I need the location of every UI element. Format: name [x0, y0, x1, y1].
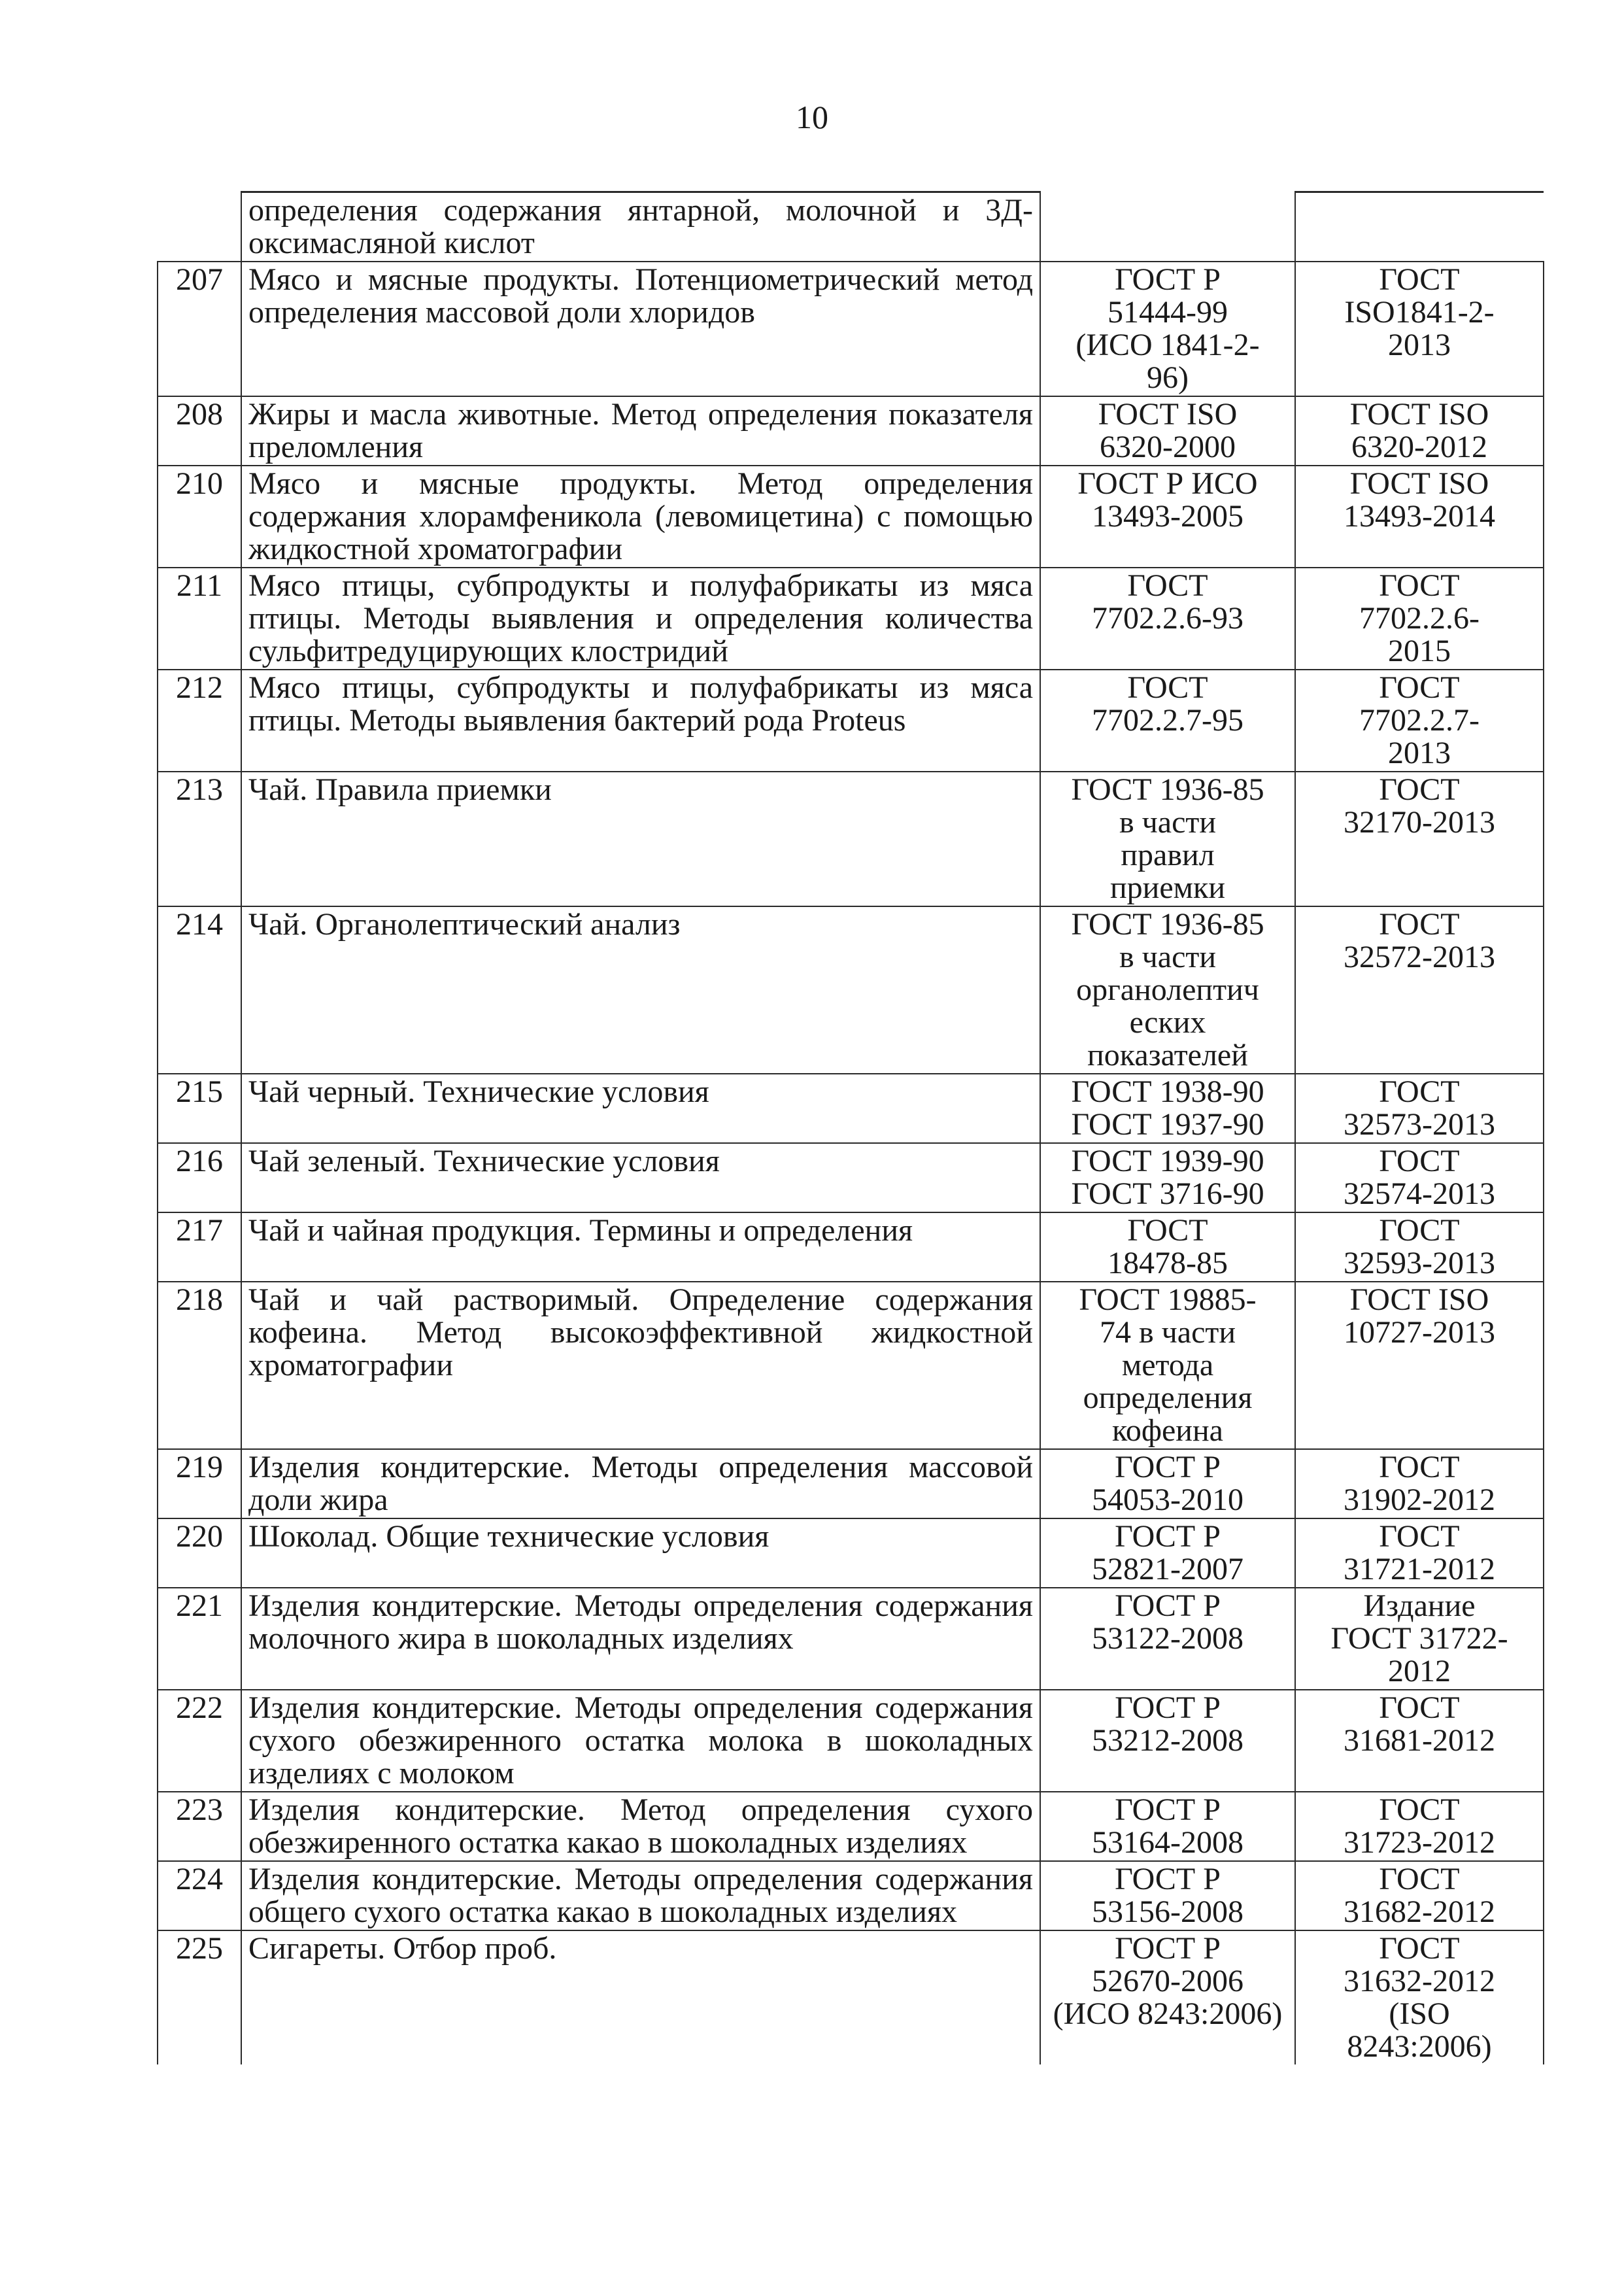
row-old-standard [1040, 466, 1295, 568]
row-old-standard [1040, 568, 1295, 670]
row-name: Изделия кондитерские. Метод определения сухого обезжиренного остатка какао в шоколадных изделиях [241, 1792, 1040, 1861]
table-row [158, 1861, 1544, 1930]
new-standard-line: ГОСТ [1379, 262, 1460, 297]
row-new-standard [1295, 1792, 1544, 1861]
old-standard-line: ГОСТ 1936-85 [1071, 772, 1264, 807]
row-number: 214 [158, 906, 241, 1074]
row-number: 225 [158, 1930, 241, 2064]
old-standard-line: в части [1119, 940, 1217, 974]
row-old-standard [1040, 1861, 1295, 1930]
new-standard-line: 2015 [1388, 634, 1451, 668]
table-row [158, 396, 1544, 466]
row-old-standard [1040, 906, 1295, 1074]
row-new-standard [1295, 1449, 1544, 1518]
new-standard-line: 31681-2012 [1344, 1723, 1495, 1758]
new-standard-line: 7702.2.6- [1359, 601, 1480, 636]
row-old-standard [1040, 192, 1295, 262]
new-standard-line: Издание [1363, 1588, 1476, 1623]
old-standard-line: (ИСО 1841-2- [1075, 328, 1260, 362]
row-new-standard [1295, 906, 1544, 1074]
old-standard-line: метода [1121, 1348, 1214, 1382]
row-name: Чай. Правила приемки [241, 772, 1040, 906]
new-standard-line: 31902-2012 [1344, 1482, 1495, 1517]
table-row [158, 1518, 1544, 1588]
old-standard-line: 6320-2000 [1100, 430, 1236, 464]
table-row [158, 772, 1544, 906]
old-standard-line: 54053-2010 [1092, 1482, 1243, 1517]
new-standard-line: 2013 [1388, 328, 1451, 362]
old-standard-line: ГОСТ 3716-90 [1071, 1176, 1264, 1211]
row-name: Изделия кондитерские. Методы определения массовой доли жира [241, 1449, 1040, 1518]
new-standard-line: 7702.2.7- [1359, 703, 1480, 738]
row-new-standard [1295, 1861, 1544, 1930]
row-name: определения содержания янтарной, молочной и 3Д-оксимасляной кислот [241, 192, 1040, 262]
old-standard-line: ГОСТ Р [1115, 1792, 1221, 1827]
new-standard-line: ГОСТ 31722- [1330, 1621, 1508, 1656]
old-standard-line: 7702.2.6-93 [1092, 601, 1243, 636]
old-standard-line: 74 в части [1099, 1315, 1236, 1350]
row-old-standard [1040, 1792, 1295, 1861]
old-standard-line: показателей [1087, 1038, 1248, 1072]
new-standard-line: ГОСТ [1379, 772, 1460, 807]
new-standard-line: 32572-2013 [1344, 940, 1495, 974]
row-number: 212 [158, 670, 241, 772]
row-old-standard [1040, 1143, 1295, 1212]
new-standard-line: 31632-2012 [1344, 1964, 1495, 1998]
new-standard-line: ISO1841-2- [1344, 295, 1495, 330]
row-new-standard [1295, 1588, 1544, 1690]
row-name: Изделия кондитерские. Методы определения содержания общего сухого остатка какао в шоколадных изделиях [241, 1861, 1040, 1930]
new-standard-line: ГОСТ [1379, 1074, 1460, 1109]
new-standard-line: 8243:2006) [1347, 2029, 1492, 2064]
old-standard-line: 13493-2005 [1092, 499, 1243, 534]
row-new-standard [1295, 192, 1544, 262]
row-name: Чай зеленый. Технические условия [241, 1143, 1040, 1212]
row-old-standard [1040, 1074, 1295, 1143]
table-row [158, 1690, 1544, 1792]
new-standard-line: ГОСТ [1379, 568, 1460, 603]
row-new-standard [1295, 262, 1544, 396]
table-row [158, 1143, 1544, 1212]
table-row [158, 670, 1544, 772]
old-standard-line: (ИСО 8243:2006) [1053, 1996, 1283, 2031]
new-standard-line: 31682-2012 [1344, 1894, 1495, 1929]
old-standard-line: ГОСТ Р [1115, 1931, 1221, 1966]
new-standard-line: 31723-2012 [1344, 1825, 1495, 1860]
old-standard-line: ГОСТ Р [1115, 1519, 1221, 1554]
new-standard-line: ГОСТ [1379, 1931, 1460, 1966]
old-standard-line: ГОСТ Р [1115, 1690, 1221, 1725]
new-standard-line: ГОСТ ISO [1349, 466, 1489, 501]
row-number: 215 [158, 1074, 241, 1143]
new-standard-line: ГОСТ [1379, 1519, 1460, 1554]
old-standard-line: 53164-2008 [1092, 1825, 1243, 1860]
old-standard-line: ГОСТ Р [1115, 1862, 1221, 1896]
old-standard-line: 96) [1147, 360, 1189, 395]
old-standard-line: ГОСТ ISO [1098, 397, 1238, 432]
row-name: Мясо птицы, субпродукты и полуфабрикаты из мяса птицы. Методы выявления бактерий рода Proteus [241, 670, 1040, 772]
new-standard-line: 6320-2012 [1351, 430, 1487, 464]
row-number: 222 [158, 1690, 241, 1792]
row-new-standard [1295, 396, 1544, 466]
old-standard-line: 53122-2008 [1092, 1621, 1243, 1656]
row-name: Изделия кондитерские. Методы определения содержания сухого обезжиренного остатка молока в шоколадных изделиях с молоком [241, 1690, 1040, 1792]
table-row [158, 1792, 1544, 1861]
row-number: 210 [158, 466, 241, 568]
new-standard-line: ГОСТ [1379, 1450, 1460, 1484]
row-name: Мясо и мясные продукты. Потенциометрический метод определения массовой доли хлоридов [241, 262, 1040, 396]
old-standard-line: 52821-2007 [1092, 1552, 1243, 1586]
new-standard-line: ГОСТ [1379, 670, 1460, 705]
row-number: 220 [158, 1518, 241, 1588]
row-number: 217 [158, 1212, 241, 1282]
row-old-standard [1040, 1690, 1295, 1792]
row-old-standard [1040, 1212, 1295, 1282]
row-name: Мясо и мясные продукты. Метод определения содержания хлорамфеникола (левомицетина) с помощью жидкостной хроматографии [241, 466, 1040, 568]
old-standard-line: ГОСТ 1936-85 [1071, 907, 1264, 942]
old-standard-line: 53156-2008 [1092, 1894, 1243, 1929]
continuation-row [158, 192, 1544, 262]
new-standard-line: 13493-2014 [1344, 499, 1495, 534]
row-name: Жиры и масла животные. Метод определения показателя преломления [241, 396, 1040, 466]
row-old-standard [1040, 670, 1295, 772]
row-name: Изделия кондитерские. Методы определения содержания молочного жира в шоколадных изделиях [241, 1588, 1040, 1690]
old-standard-line: кофеина [1112, 1413, 1223, 1448]
row-new-standard [1295, 670, 1544, 772]
row-old-standard [1040, 1930, 1295, 2064]
old-standard-line: ГОСТ Р [1115, 262, 1221, 297]
row-name: Шоколад. Общие технические условия [241, 1518, 1040, 1588]
row-number: 208 [158, 396, 241, 466]
old-standard-line: 53212-2008 [1092, 1723, 1243, 1758]
row-number: 216 [158, 1143, 241, 1212]
old-standard-line: ГОСТ Р [1115, 1450, 1221, 1484]
old-standard-line: ГОСТ 1939-90 [1071, 1144, 1264, 1178]
row-old-standard [1040, 1449, 1295, 1518]
standards-table [157, 191, 1544, 2064]
new-standard-line: 32573-2013 [1344, 1107, 1495, 1142]
row-new-standard [1295, 1690, 1544, 1792]
row-new-standard [1295, 1930, 1544, 2064]
new-standard-line: ГОСТ [1379, 1213, 1460, 1248]
row-old-standard [1040, 772, 1295, 906]
old-standard-line: органолептич [1076, 972, 1259, 1007]
old-standard-line: в части [1119, 805, 1217, 840]
new-standard-line: ГОСТ ISO [1349, 397, 1489, 432]
row-number: 223 [158, 1792, 241, 1861]
standards-table-body [158, 192, 1544, 2065]
row-old-standard [1040, 396, 1295, 466]
row-old-standard [1040, 1282, 1295, 1449]
row-number: 224 [158, 1861, 241, 1930]
row-number [158, 192, 241, 262]
row-name: Чай. Органолептический анализ [241, 906, 1040, 1074]
old-standard-line: определения [1083, 1380, 1253, 1415]
table-row [158, 1212, 1544, 1282]
old-standard-line: приемки [1109, 870, 1226, 905]
new-standard-line: (ISO [1389, 1996, 1450, 2031]
new-standard-line: ГОСТ ISO [1349, 1282, 1489, 1317]
row-new-standard [1295, 1282, 1544, 1449]
row-number: 207 [158, 262, 241, 396]
table-row [158, 1930, 1544, 2064]
old-standard-line: 18478-85 [1108, 1246, 1228, 1280]
old-standard-line: ГОСТ 19885- [1079, 1282, 1257, 1317]
row-old-standard [1040, 262, 1295, 396]
row-number: 211 [158, 568, 241, 670]
old-standard-line: 52670-2006 [1092, 1964, 1243, 1998]
old-standard-line: еских [1129, 1005, 1206, 1040]
new-standard-line: ГОСТ [1379, 1144, 1460, 1178]
row-new-standard [1295, 1143, 1544, 1212]
old-standard-line: ГОСТ [1127, 1213, 1208, 1248]
new-standard-line: 32170-2013 [1344, 805, 1495, 840]
row-new-standard [1295, 466, 1544, 568]
old-standard-line: ГОСТ Р [1115, 1588, 1221, 1623]
new-standard-line: 10727-2013 [1344, 1315, 1495, 1350]
new-standard-line: 31721-2012 [1344, 1552, 1495, 1586]
row-number: 219 [158, 1449, 241, 1518]
row-new-standard [1295, 1518, 1544, 1588]
row-name: Чай черный. Технические условия [241, 1074, 1040, 1143]
table-row [158, 1282, 1544, 1449]
row-number: 218 [158, 1282, 241, 1449]
table-row [158, 568, 1544, 670]
old-standard-line: ГОСТ 1937-90 [1071, 1107, 1264, 1142]
row-name: Чай и чай растворимый. Определение содержания кофеина. Метод высокоэффективной жидкостной хроматографии [241, 1282, 1040, 1449]
table-row [158, 1074, 1544, 1143]
new-standard-line: 32574-2013 [1344, 1176, 1495, 1211]
new-standard-line: ГОСТ [1379, 907, 1460, 942]
table-row [158, 262, 1544, 396]
row-name: Сигареты. Отбор проб. [241, 1930, 1040, 2064]
row-name: Мясо птицы, субпродукты и полуфабрикаты из мяса птицы. Методы выявления и определения количества сульфитредуцирующих клостридий [241, 568, 1040, 670]
new-standard-line: 2013 [1388, 736, 1451, 770]
row-new-standard [1295, 1074, 1544, 1143]
row-old-standard [1040, 1518, 1295, 1588]
old-standard-line: правил [1121, 838, 1215, 872]
old-standard-line: ГОСТ 1938-90 [1071, 1074, 1264, 1109]
old-standard-line: ГОСТ Р ИСО [1077, 466, 1258, 501]
row-number: 221 [158, 1588, 241, 1690]
old-standard-line: 51444-99 [1108, 295, 1228, 330]
old-standard-line: ГОСТ [1127, 670, 1208, 705]
new-standard-line: 2012 [1388, 1654, 1451, 1688]
row-old-standard [1040, 1588, 1295, 1690]
row-new-standard [1295, 568, 1544, 670]
old-standard-line: ГОСТ [1127, 568, 1208, 603]
new-standard-line: ГОСТ [1379, 1690, 1460, 1725]
row-new-standard [1295, 772, 1544, 906]
row-new-standard [1295, 1212, 1544, 1282]
row-name: Чай и чайная продукция. Термины и определения [241, 1212, 1040, 1282]
row-number: 213 [158, 772, 241, 906]
new-standard-line: 32593-2013 [1344, 1246, 1495, 1280]
old-standard-line: 7702.2.7-95 [1092, 703, 1243, 738]
page-number: 10 [796, 99, 828, 135]
table-row [158, 466, 1544, 568]
new-standard-line: ГОСТ [1379, 1792, 1460, 1827]
new-standard-line: ГОСТ [1379, 1862, 1460, 1896]
table-row [158, 906, 1544, 1074]
table-row [158, 1588, 1544, 1690]
table-row [158, 1449, 1544, 1518]
